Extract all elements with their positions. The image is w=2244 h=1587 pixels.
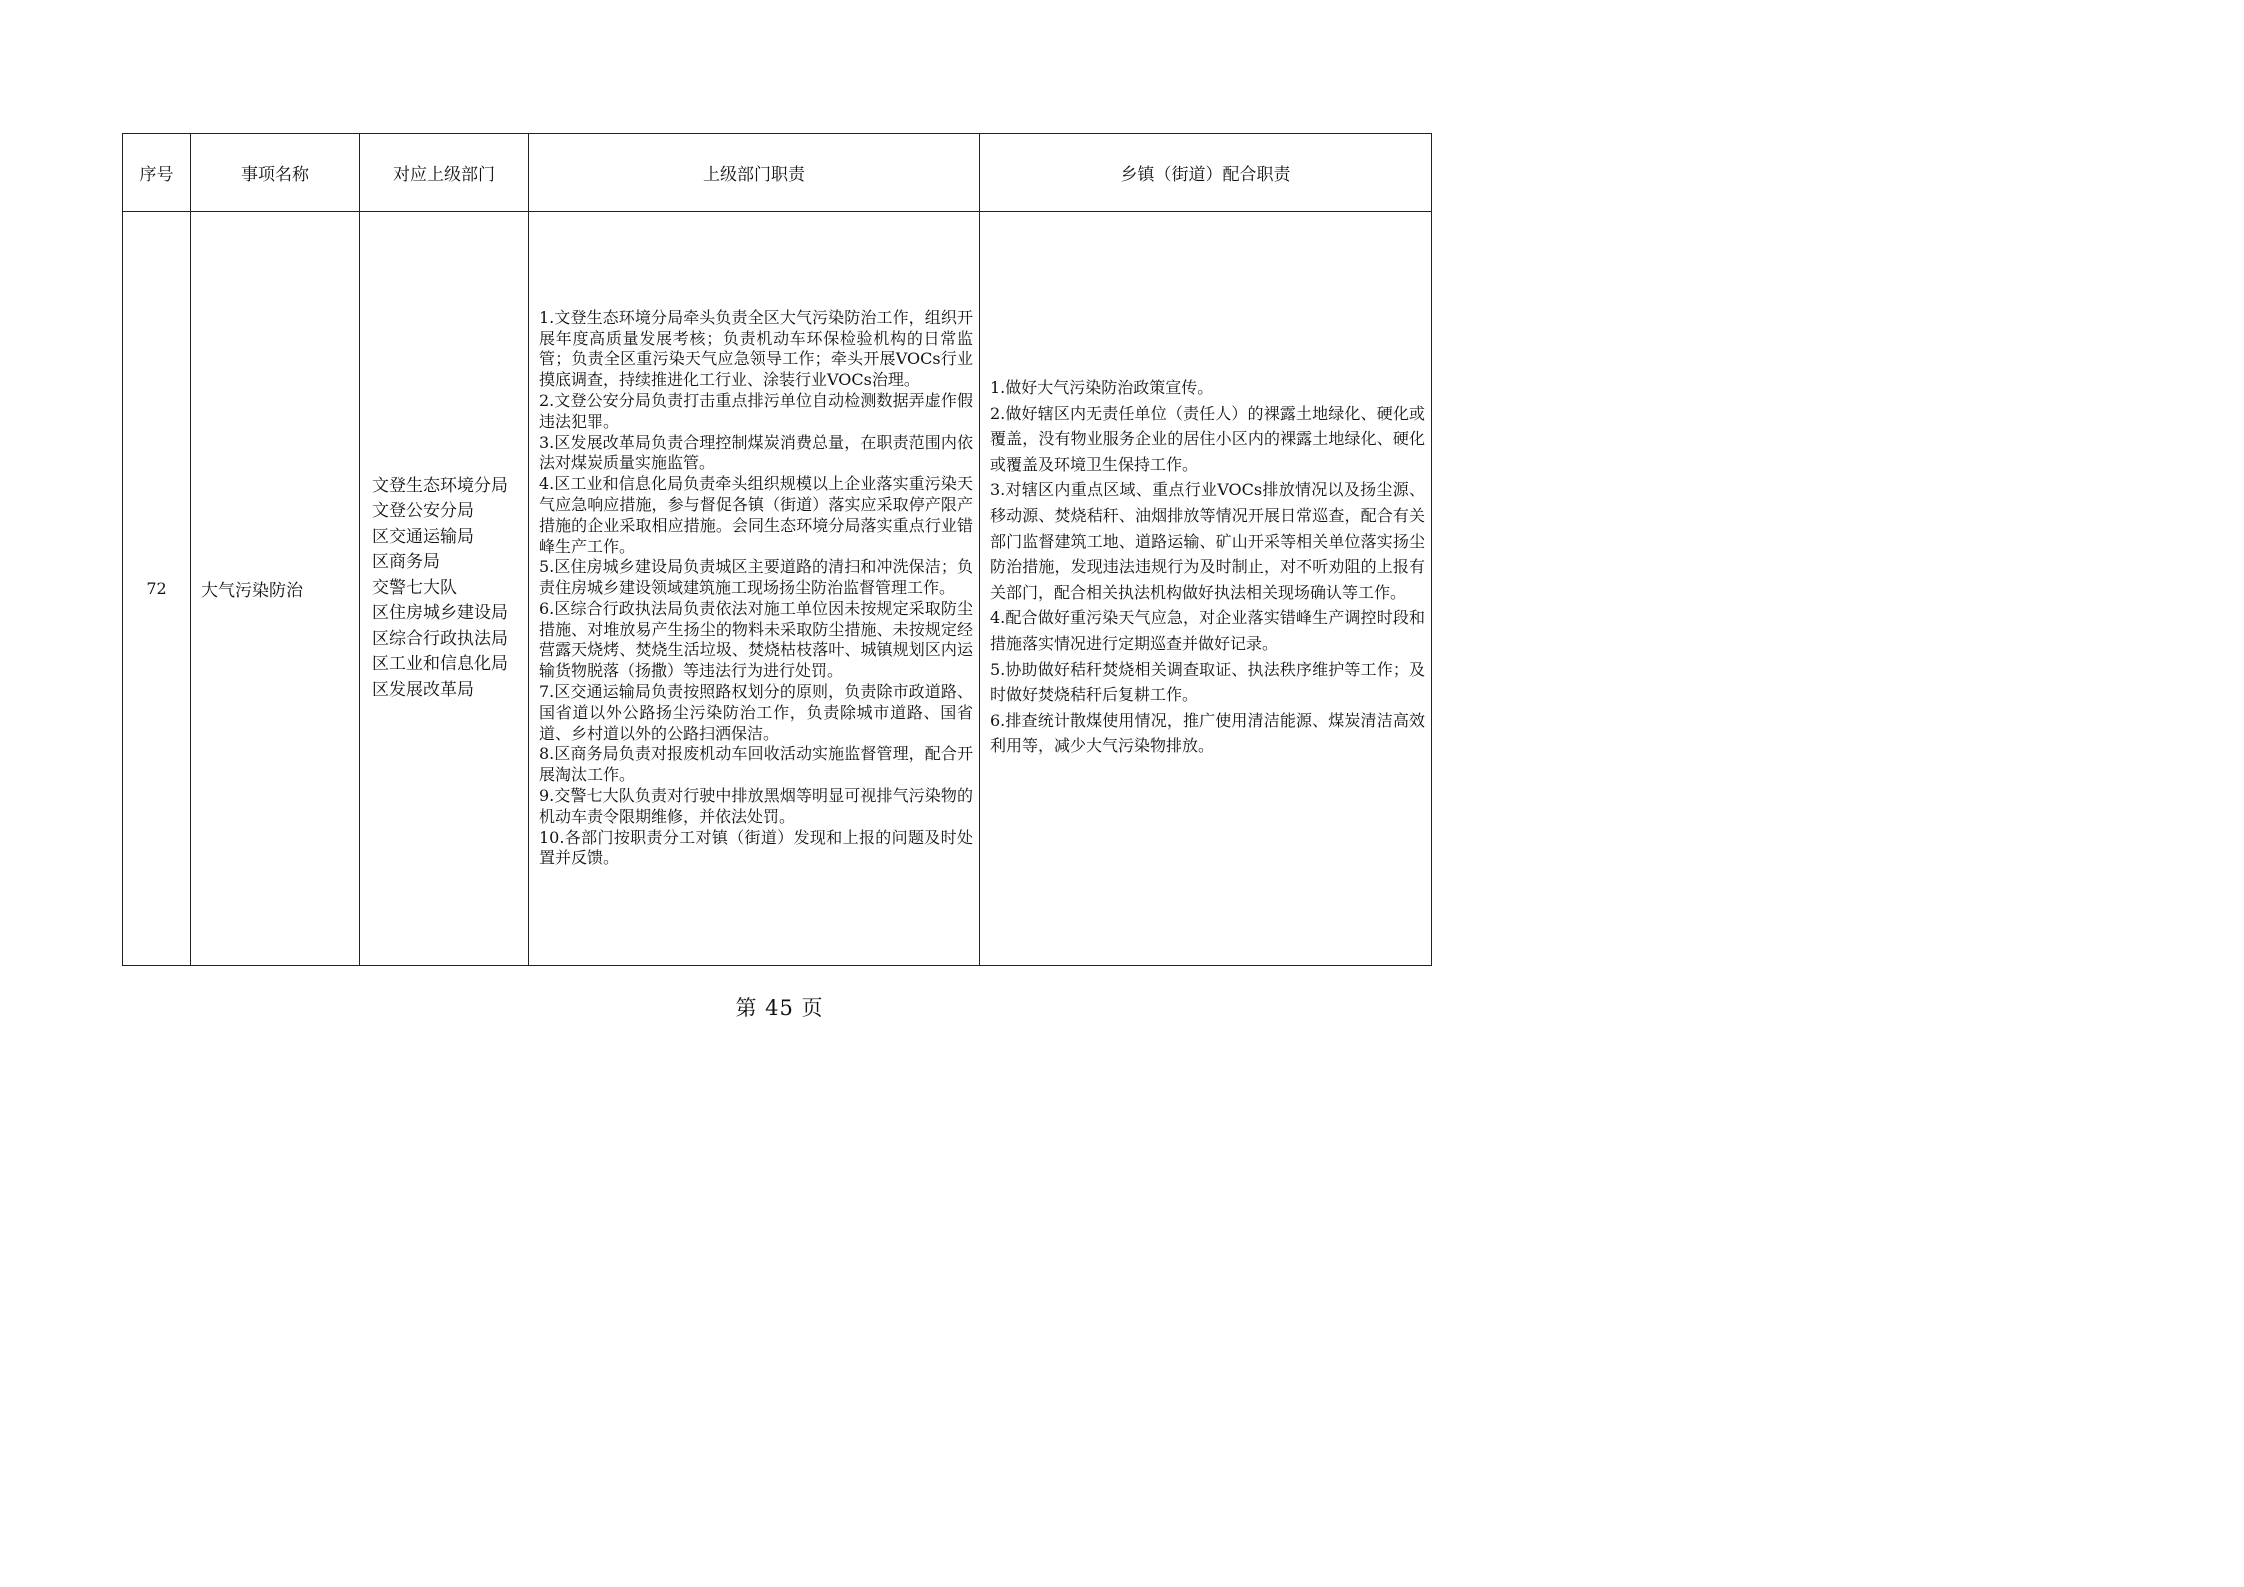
town-duty-item: 1.做好大气污染防治政策宣传。 [990, 378, 1214, 397]
header-seq: 序号 [123, 134, 191, 212]
row-item-name: 大气污染防治 [191, 212, 360, 966]
department-item: 区综合行政执法局 [372, 628, 508, 649]
department-item: 区发展改革局 [372, 679, 474, 700]
department-item: 区住房城乡建设局 [372, 603, 508, 624]
header-item-name: 事项名称 [191, 134, 360, 212]
responsibility-table [122, 133, 1432, 966]
superior-duty-item: 9.交警七大队负责对行驶中排放黑烟等明显可视排气污染物的机动车责令限期维修，并依法处罚。 [539, 786, 973, 826]
table-header-row [123, 134, 1432, 212]
town-duty-item: 6.排查统计散煤使用情况，推广使用清洁能源、煤炭清洁高效利用等，减少大气污染物排放。 [990, 710, 1425, 756]
department-item: 区工业和信息化局 [372, 654, 508, 675]
row-town-duties [980, 212, 1432, 966]
department-item: 区商务局 [372, 552, 440, 573]
header-town-duties: 乡镇（街道）配合职责 [980, 134, 1432, 212]
header-superior-department: 对应上级部门 [360, 134, 529, 212]
table-row [123, 212, 1432, 966]
superior-duty-item: 2.文登公安分局负责打击重点排污单位自动检测数据弄虚作假违法犯罪。 [539, 390, 973, 431]
superior-duty-item: 3.区发展改革局负责合理控制煤炭消费总量，在职责范围内依法对煤炭质量实施监管。 [539, 432, 973, 473]
superior-duty-item: 6.区综合行政执法局负责依法对施工单位因未按规定采取防尘措施、对堆放易产生扬尘的物料未采取防尘措施、未按规定经营露天烧烤、焚烧生活垃圾、焚烧枯枝落叶、城镇规划区内运输货物脱落（扬撒）等违法行为进行处罚。 [539, 598, 973, 681]
row-departments [360, 212, 529, 966]
department-item: 区交通运输局 [372, 526, 474, 547]
town-duty-item: 3.对辖区内重点区域、重点行业VOCs排放情况以及扬尘源、移动源、焚烧秸秆、油烟排放等情况开展日常巡查，配合有关部门监督建筑工地、道路运输、矿山开采等相关单位落实扬尘防治措施，发现违法违规行为及时制止，对不听劝阻的上报有关部门，配合相关执法机构做好执法相关现场确认等工作。 [990, 480, 1425, 602]
town-duty-item: 5.协助做好秸秆焚烧相关调查取证、执法秩序维护等工作；及时做好焚烧秸秆后复耕工作。 [990, 659, 1425, 705]
superior-duty-item: 8.区商务局负责对报废机动车回收活动实施监督管理，配合开展淘汰工作。 [539, 744, 973, 785]
town-duty-item: 2.做好辖区内无责任单位（责任人）的裸露土地绿化、硬化或覆盖，没有物业服务企业的居住小区内的裸露土地绿化、硬化或覆盖及环境卫生保持工作。 [990, 403, 1425, 474]
header-superior-duties: 上级部门职责 [529, 134, 980, 212]
page-number: 第 45 页 [735, 996, 824, 1020]
department-item: 文登公安分局 [372, 501, 474, 522]
superior-duty-item: 1.文登生态环境分局牵头负责全区大气污染防治工作，组织开展年度高质量发展考核；负责机动车环保检验机构的日常监管；负责全区重污染天气应急领导工作；牵头开展VOCs行业摸底调查，持续推进化工行业、涂装行业VOCs治理。 [539, 307, 973, 390]
superior-duty-item: 5.区住房城乡建设局负责城区主要道路的清扫和冲洗保洁；负责住房城乡建设领域建筑施工现场扬尘防治监督管理工作。 [539, 557, 973, 598]
department-item: 文登生态环境分局 [372, 475, 508, 496]
row-superior-duties [529, 212, 980, 966]
row-seq: 72 [123, 212, 191, 966]
town-duty-item: 4.配合做好重污染天气应急，对企业落实错峰生产调控时段和措施落实情况进行定期巡查并做好记录。 [990, 608, 1425, 653]
superior-duty-item: 7.区交通运输局负责按照路权划分的原则，负责除市政道路、国省道以外公路扬尘污染防治工作，负责除城市道路、国省道、乡村道以外的公路扫洒保洁。 [539, 682, 973, 743]
department-item: 交警七大队 [372, 577, 457, 598]
superior-duty-item: 4.区工业和信息化局负责牵头组织规模以上企业落实重污染天气应急响应措施，参与督促各镇（街道）落实应采取停产限产措施的企业采取相应措施。会同生态环境分局落实重点行业错峰生产工作。 [539, 474, 973, 556]
superior-duty-item: 10.各部门按职责分工对镇（街道）发现和上报的问题及时处置并反馈。 [539, 827, 973, 868]
